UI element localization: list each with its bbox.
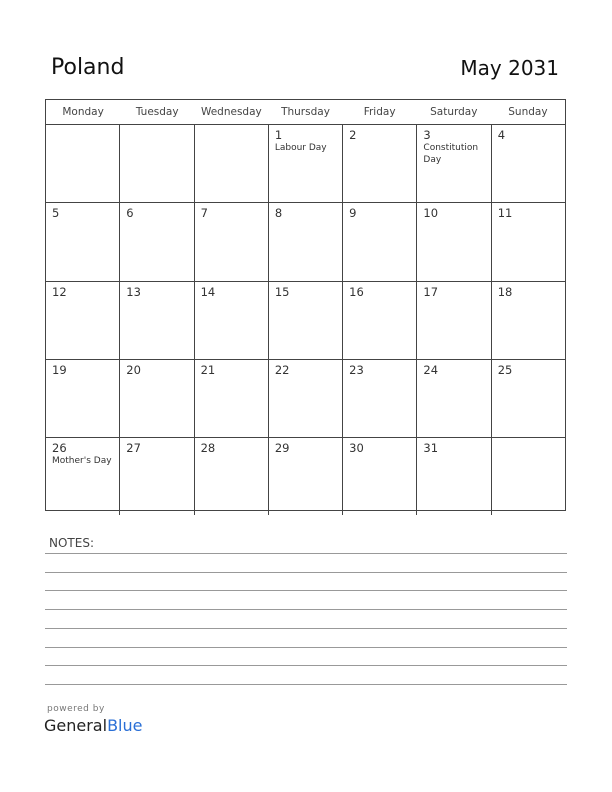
weekday-label: Wednesday bbox=[200, 106, 262, 118]
day-number: 9 bbox=[349, 206, 357, 221]
calendar-title: Poland bbox=[51, 55, 125, 80]
notes-line bbox=[45, 684, 567, 685]
week-row bbox=[46, 438, 565, 515]
day-number: 19 bbox=[52, 362, 67, 377]
brand-general: General bbox=[44, 716, 108, 735]
day-cell bbox=[492, 282, 565, 359]
notes-line bbox=[45, 665, 567, 666]
day-number: 15 bbox=[274, 284, 290, 299]
weekday-label: Friday bbox=[363, 106, 396, 118]
day-cell bbox=[492, 125, 565, 202]
day-number: 27 bbox=[126, 441, 141, 456]
day-cell bbox=[343, 282, 417, 359]
weekday-label: Tuesday bbox=[135, 106, 179, 118]
weekday-header bbox=[46, 100, 565, 125]
day-cell bbox=[492, 360, 565, 437]
notes-line bbox=[45, 647, 567, 648]
day-number: 24 bbox=[423, 362, 439, 377]
day-cell bbox=[269, 438, 343, 515]
day-cell bbox=[120, 203, 194, 280]
weekday-label: Saturday bbox=[430, 106, 478, 118]
day-cell bbox=[195, 438, 269, 515]
day-cell bbox=[417, 203, 491, 280]
day-cell bbox=[46, 282, 120, 359]
weekday-label: Sunday bbox=[508, 106, 548, 118]
notes-line bbox=[45, 609, 567, 610]
day-number: 29 bbox=[274, 441, 290, 456]
day-cell bbox=[120, 125, 194, 202]
notes-line bbox=[45, 590, 567, 591]
day-number: 1 bbox=[274, 128, 283, 142]
day-number: 22 bbox=[274, 362, 290, 377]
day-number: 8 bbox=[274, 206, 283, 221]
day-cell bbox=[46, 125, 120, 202]
day-number: 25 bbox=[497, 362, 513, 377]
day-number: 13 bbox=[126, 284, 141, 299]
notes-label: NOTES: bbox=[49, 536, 94, 550]
day-number: 16 bbox=[349, 284, 364, 299]
day-cell bbox=[343, 438, 417, 515]
day-cell bbox=[492, 438, 565, 515]
day-cell bbox=[417, 360, 491, 437]
day-cell bbox=[269, 125, 343, 202]
day-number: 11 bbox=[497, 206, 513, 221]
day-number: 6 bbox=[126, 206, 134, 221]
day-cell bbox=[120, 438, 194, 515]
brand-blue: Blue bbox=[107, 716, 143, 735]
day-cell bbox=[269, 203, 343, 280]
day-cell bbox=[417, 282, 491, 359]
week-row bbox=[46, 360, 565, 438]
day-event: Labour Day bbox=[274, 143, 327, 153]
week-row bbox=[46, 282, 565, 360]
day-cell bbox=[417, 125, 491, 202]
day-number: 3 bbox=[423, 128, 431, 142]
day-cell bbox=[492, 203, 565, 280]
week-row bbox=[46, 203, 565, 281]
notes-line bbox=[45, 553, 567, 554]
day-event: Constitution Day bbox=[423, 143, 479, 165]
day-cell bbox=[195, 203, 269, 280]
calendar-month: May 2031 bbox=[460, 56, 559, 80]
day-number: 4 bbox=[497, 128, 506, 142]
day-number: 18 bbox=[497, 284, 513, 299]
day-cell bbox=[343, 125, 417, 202]
day-cell bbox=[46, 203, 120, 280]
day-number: 17 bbox=[423, 284, 439, 299]
day-number: 5 bbox=[52, 206, 60, 221]
day-cell bbox=[269, 360, 343, 437]
day-cell bbox=[46, 438, 120, 515]
day-number: 26 bbox=[52, 441, 67, 456]
weekday-label: Thursday bbox=[281, 106, 330, 118]
day-cell bbox=[120, 282, 194, 359]
calendar-grid bbox=[45, 99, 566, 511]
day-event: Mother's Day bbox=[52, 456, 112, 467]
day-cell bbox=[269, 282, 343, 359]
day-number: 12 bbox=[52, 284, 67, 299]
day-number: 30 bbox=[349, 441, 364, 456]
notes-line bbox=[45, 572, 567, 573]
day-number: 20 bbox=[126, 362, 141, 377]
day-cell bbox=[195, 282, 269, 359]
powered-by-text: powered by bbox=[47, 704, 105, 714]
day-number: 31 bbox=[423, 441, 439, 456]
day-cell bbox=[46, 360, 120, 437]
notes-line bbox=[45, 628, 567, 629]
day-number: 14 bbox=[200, 284, 216, 299]
day-number: 2 bbox=[349, 128, 357, 142]
day-cell bbox=[417, 438, 491, 515]
day-number: 28 bbox=[200, 441, 216, 456]
day-cell bbox=[120, 360, 194, 437]
day-number: 7 bbox=[200, 206, 208, 221]
brand-logo[interactable] bbox=[44, 716, 142, 735]
day-cell bbox=[343, 203, 417, 280]
day-number: 10 bbox=[423, 206, 439, 221]
weekday-label: Monday bbox=[62, 106, 104, 118]
week-row bbox=[46, 125, 565, 203]
day-cell bbox=[195, 125, 269, 202]
day-cell bbox=[343, 360, 417, 437]
day-cell bbox=[195, 360, 269, 437]
day-number: 23 bbox=[349, 362, 364, 377]
day-number: 21 bbox=[200, 362, 216, 377]
